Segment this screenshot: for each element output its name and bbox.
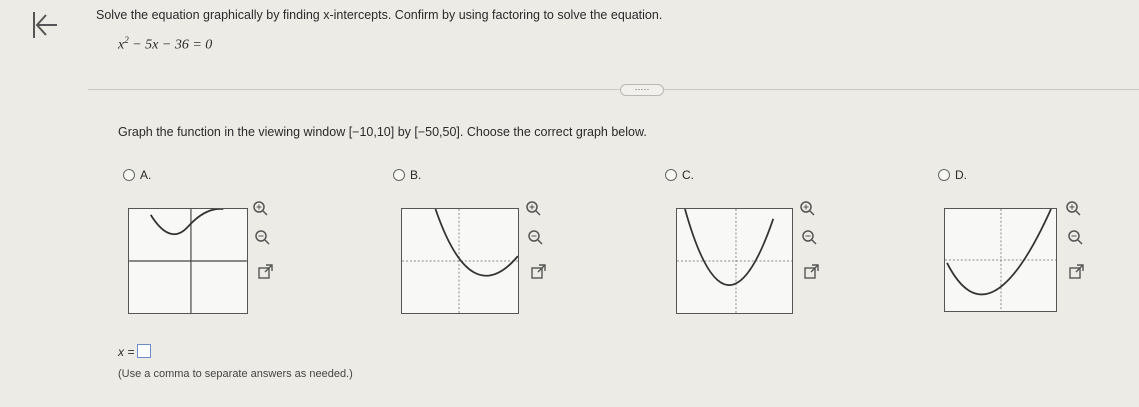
radio-d[interactable] [938,169,950,181]
popout-icon[interactable] [257,264,273,280]
zoom-in-icon[interactable] [252,200,268,216]
radio-c[interactable] [665,169,677,181]
answer-note: (Use a comma to separate answers as needed.) [118,368,353,380]
back-arrow-icon[interactable] [30,10,60,40]
option-b-label: B. [410,168,422,182]
zoom-out-icon[interactable] [1067,229,1083,245]
option-b[interactable] [393,168,421,182]
option-d-label: D. [955,168,967,182]
option-d[interactable] [938,168,967,182]
popout-icon[interactable] [530,264,546,280]
option-a-label: A. [140,168,152,182]
zoom-out-icon[interactable] [254,229,270,245]
graph-a [128,208,248,314]
question-text: Graph the function in the viewing window [−10,10] by [−50,50]. Choose the correct graph below. [118,125,647,139]
divider [88,89,1139,90]
instruction-text: Solve the equation graphically by finding x-intercepts. Confirm by using factoring to solve the equation. [96,8,663,22]
graph-d [944,208,1057,312]
radio-b[interactable] [393,169,405,181]
radio-a[interactable] [123,169,135,181]
zoom-in-icon[interactable] [799,200,815,216]
option-c[interactable] [665,168,694,182]
graph-b [401,208,519,314]
zoom-out-icon[interactable] [801,229,817,245]
answer-prefix: x = [118,345,135,359]
zoom-in-icon[interactable] [1065,200,1081,216]
answer-row [118,344,151,359]
popout-icon[interactable] [1068,264,1084,280]
zoom-out-icon[interactable] [527,229,543,245]
zoom-in-icon[interactable] [525,200,541,216]
answer-input[interactable] [137,344,151,358]
option-a[interactable] [123,168,151,182]
popout-icon[interactable] [803,264,819,280]
expand-button[interactable]: ····· [620,84,664,96]
equation: $x^2 - 5x - 36 = 0$ [118,35,213,53]
graph-c [676,208,793,314]
option-c-label: C. [682,168,694,182]
